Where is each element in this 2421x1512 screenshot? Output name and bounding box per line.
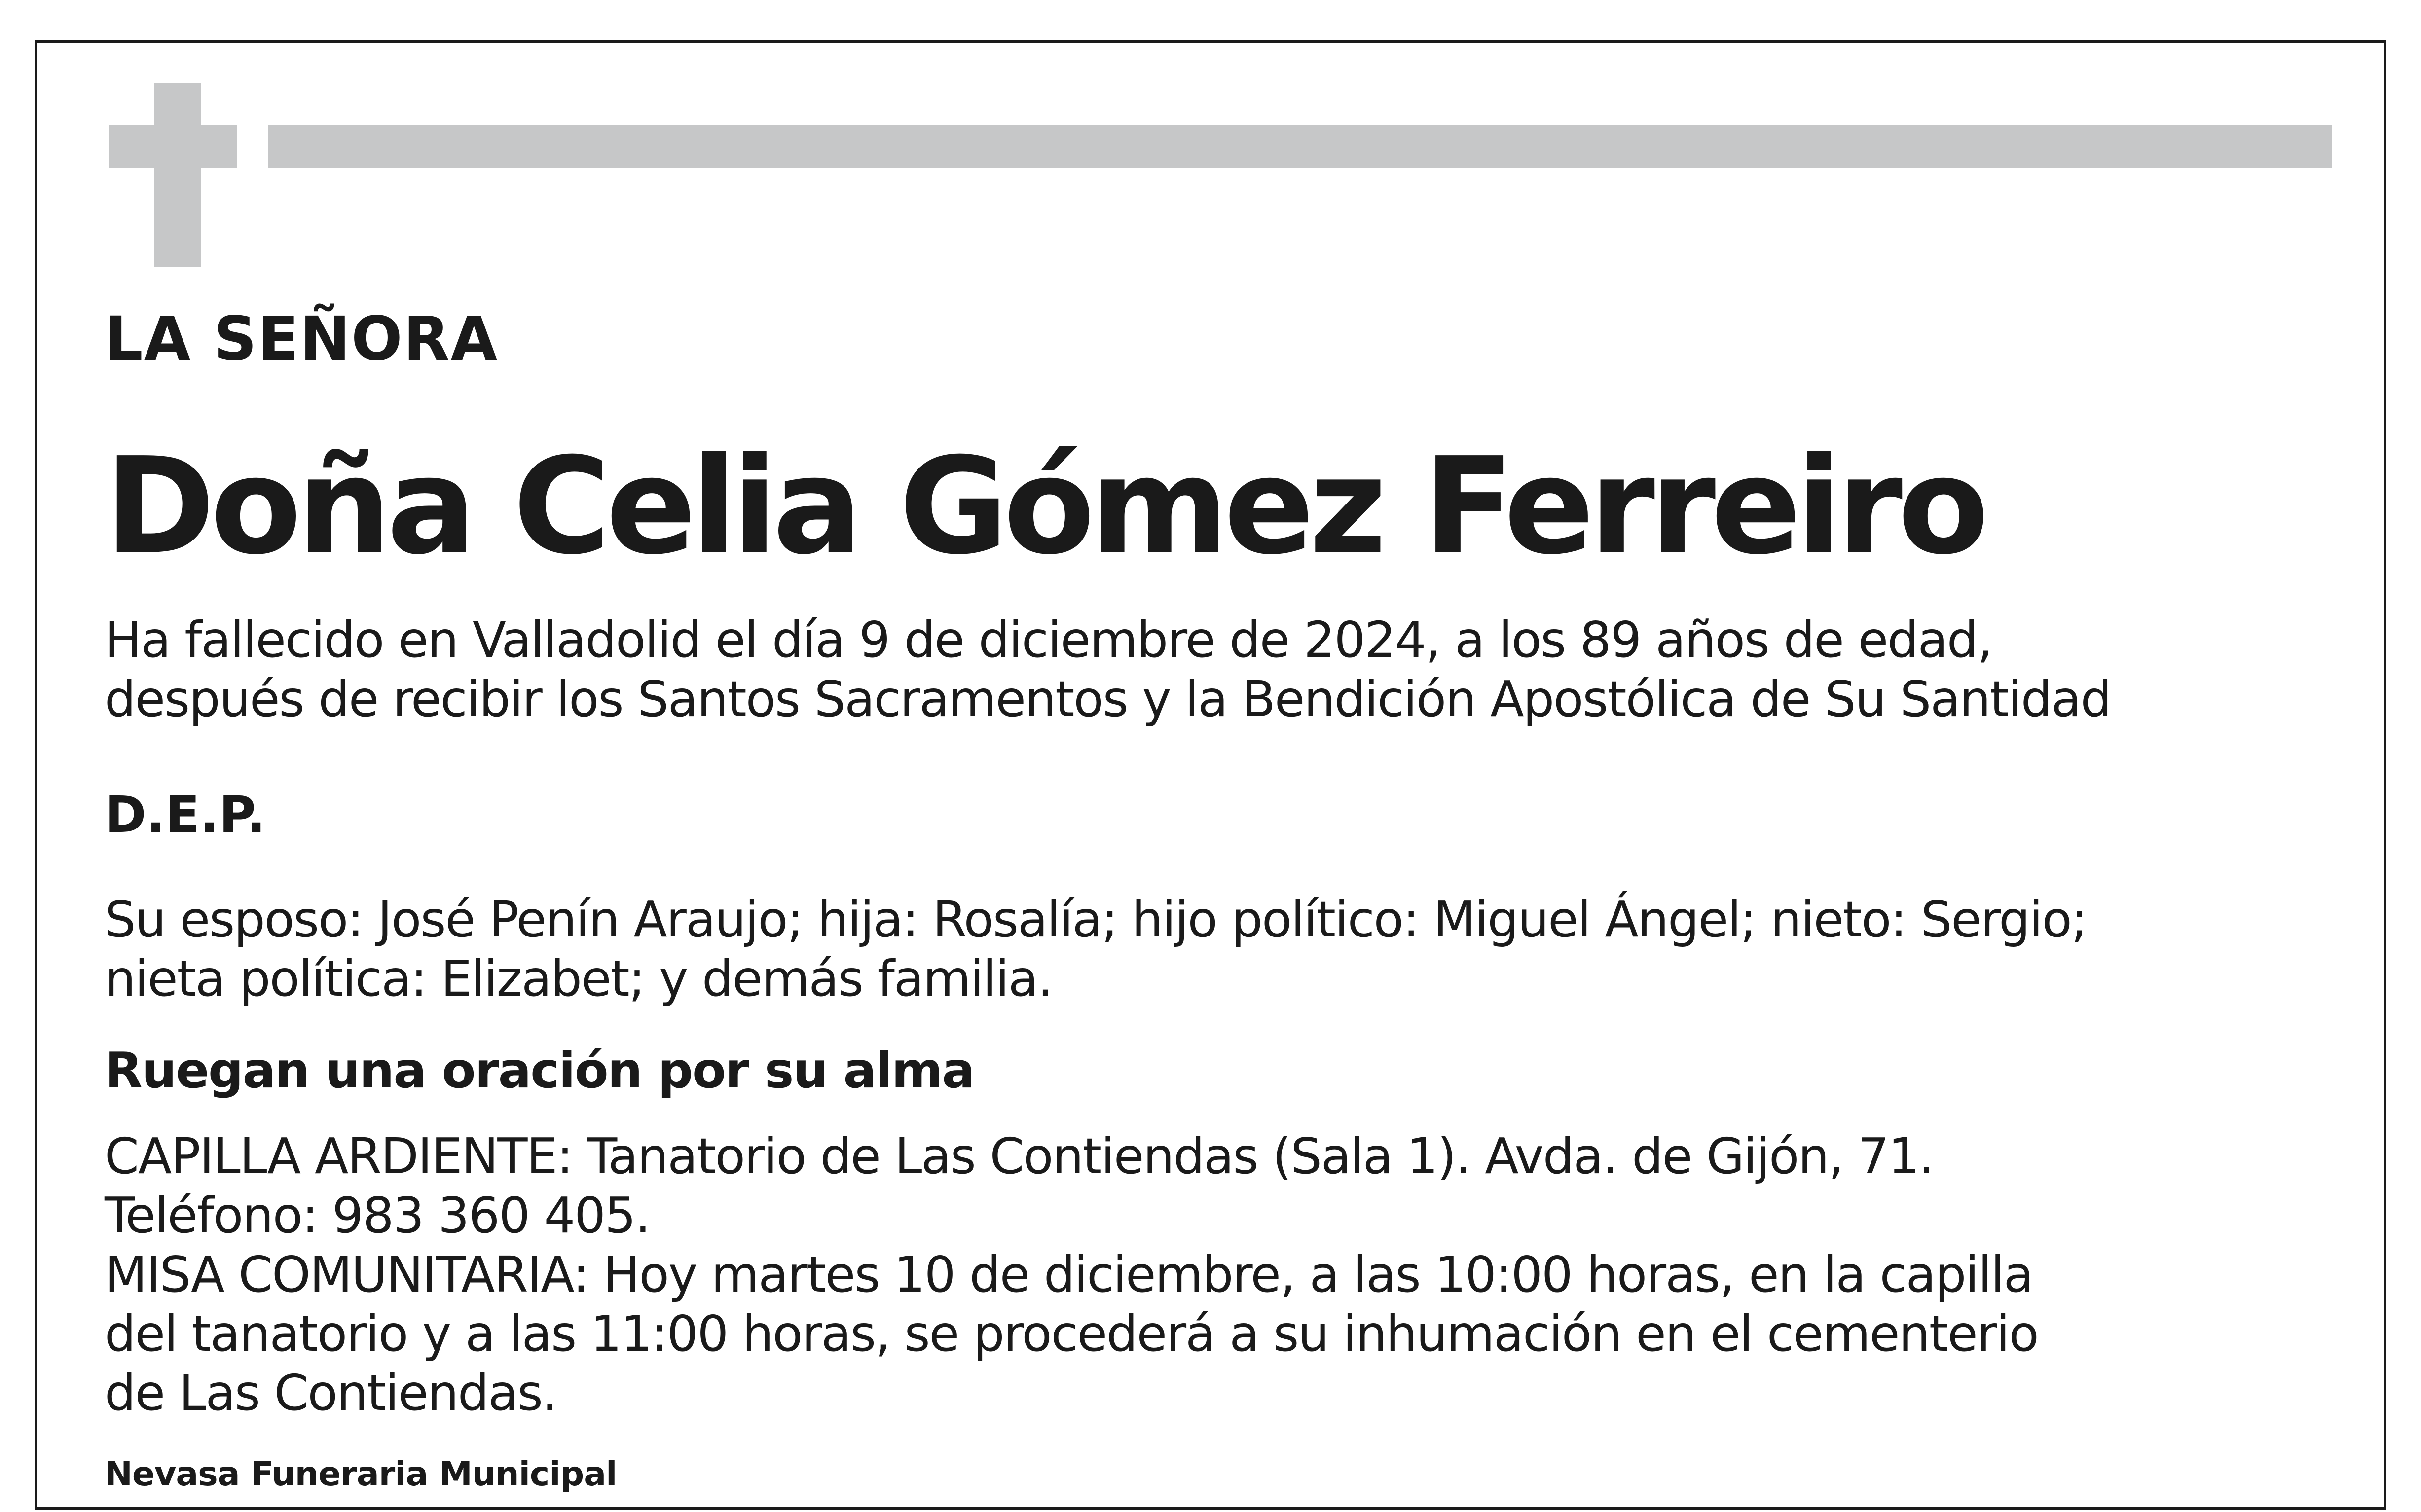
deceased-name: Doña Celia Gómez Ferreiro (105, 429, 1984, 584)
cross-icon-arm (109, 125, 237, 168)
funeral-home-name: Nevasa Funeraria Municipal (105, 1455, 617, 1494)
service-line: Teléfono: 983 360 405. (105, 1187, 650, 1244)
cross-icon (154, 83, 201, 267)
service-line: de Las Contiendas. (105, 1364, 557, 1422)
announcement-line: Ha fallecido en Valladolid el día 9 de diciembre de 2024, a los 89 años de edad, (105, 611, 1992, 669)
rip-label: D.E.P. (105, 786, 266, 844)
header-rule (268, 125, 2332, 168)
prayer-request: Ruegan una oración por su alma (105, 1042, 974, 1099)
service-line: MISA COMUNITARIA: Hoy martes 10 de diciembre, a las 10:00 horas, en la capilla (105, 1246, 2033, 1303)
notice-title: LA SEÑORA (105, 304, 499, 374)
service-line: CAPILLA ARDIENTE: Tanatorio de Las Contiendas (Sala 1). Avda. de Gijón, 71. (105, 1127, 1934, 1185)
announcement-line: después de recibir los Santos Sacramentos y la Bendición Apostólica de Su Santidad (105, 670, 2111, 728)
family-line: Su esposo: José Penín Araujo; hija: Rosalía; hijo político: Miguel Ángel; nieto: Sergio; (105, 891, 2087, 948)
service-details (105, 1127, 2038, 1423)
family-list (105, 890, 2087, 1008)
family-line: nieta política: Elizabet; y demás familia. (105, 950, 1052, 1008)
service-line: del tanatorio y a las 11:00 horas, se procederá a su inhumación en el cementerio (105, 1305, 2038, 1363)
death-announcement (105, 611, 2111, 729)
